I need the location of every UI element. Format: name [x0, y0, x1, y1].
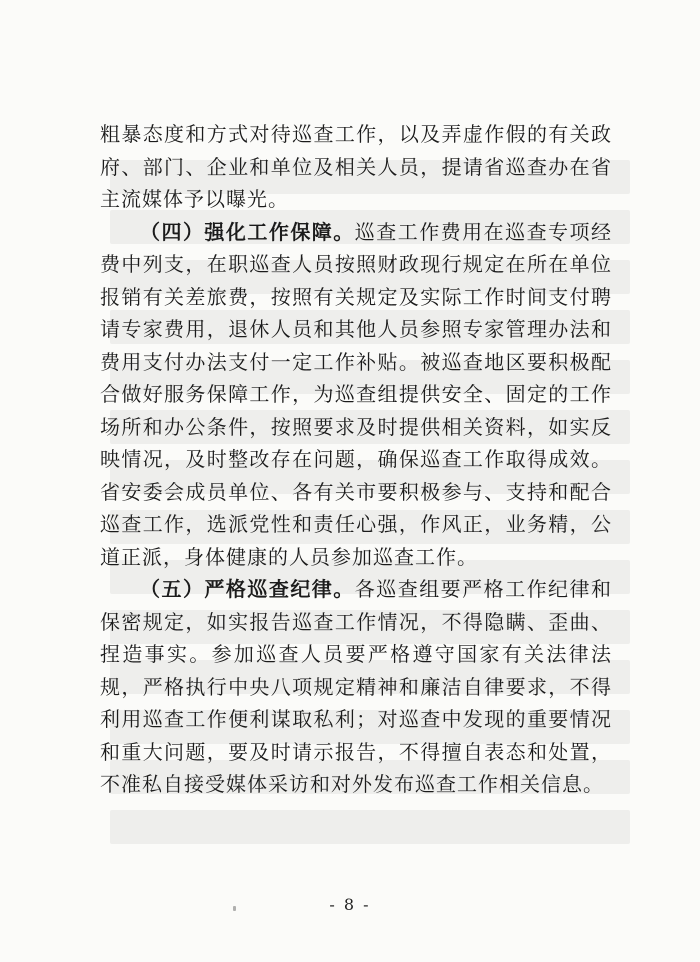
- paragraph-text: 粗暴态度和方式对待巡查工作，以及弄虚作假的有关政府、部门、企业和单位及相关人员，提请省巡查办在省主流媒体予以曝光。: [100, 122, 612, 211]
- page-number: - 8 -: [329, 895, 371, 914]
- paragraph-text: 各巡查组要严格工作纪律和保密规定，如实报告巡查工作情况，不得隐瞒、歪曲、捏造事实。参加巡查人员要严格遵守国家有关法律法规，严格执行中央八项规定精神和廉洁自律要求，不得利用巡查工作便利谋取私利；对巡查中发现的重要情况和重大问题，要及时请示报告，不得擅自表态和处置，不准私自接受媒体采访和对外发布巡查工作相关信息。: [100, 577, 613, 796]
- paragraph-section-4: [100, 216, 612, 574]
- section-heading: （四）强化工作保障。: [140, 219, 355, 244]
- paragraph-section-5: [100, 573, 612, 801]
- document-body: [100, 118, 612, 801]
- section-heading: （五）严格巡查纪律。: [140, 577, 355, 601]
- paragraph-text: 巡查工作费用在巡查专项经费中列支，在职巡查人员按照财政现行规定在所在单位报销有关差旅费，按照有关规定及实际工作时间支付聘请专家费用，退休人员和其他人员参照专家管理办法和费用支付办法支付一定工作补贴。被巡查地区要积极配合做好服务保障工作，为巡查组提供安全、固定的工作场所和办公条件，按照要求及时提供相关资料，如实反映情况，及时整改存在问题，确保巡查工作取得成效。省安委会成员单位、各有关市要积极参与、支持和配合巡查工作，选派党性和责任心强，作风正，业务精，公道正派，身体健康的人员参加巡查工作。: [100, 219, 613, 569]
- paragraph-continuation: [100, 118, 612, 216]
